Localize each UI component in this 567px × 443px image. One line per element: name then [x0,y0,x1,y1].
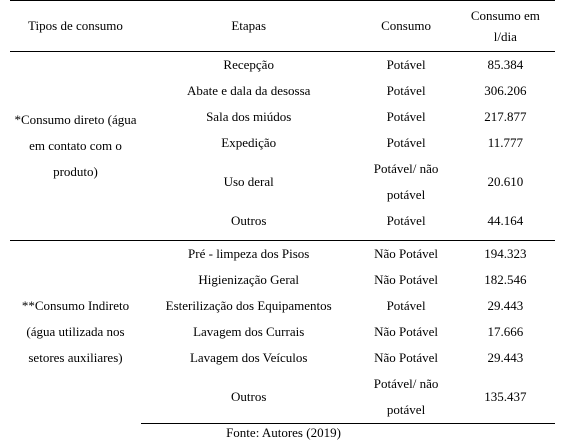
table-row [10,240,555,267]
litros-cell: 44.164 [487,213,524,228]
etapa-cell: Lavagem dos Currais [193,323,305,339]
etapa-cell: Lavagem dos Veículos [189,349,308,365]
litros-cell: 17.666 [487,323,524,339]
consumo-cell: Não Potável [374,271,439,287]
consumo-cell: Potável [386,135,426,150]
litros-cell: 182.546 [484,271,527,287]
etapa-cell: Pré - limpeza dos Pisos [141,240,356,267]
header-consumo-l-dia: Consumo em l/dia [456,1,555,52]
etapa-cell: Recepção [141,52,356,79]
litros-cell: 20.610 [487,174,524,189]
header-consumo: Consumo [356,1,455,52]
consumo-cell: Potável [386,297,426,313]
litros-cell: 306.206 [484,83,527,98]
group-label-direct: *Consumo direto (água em contato com o produto) [10,52,141,241]
etapa-cell: Uso deral [223,174,274,189]
table-row [10,52,555,79]
etapa-cell: Higienização Geral [198,271,300,287]
litros-cell: 85.384 [456,52,555,79]
litros-cell: 11.777 [487,135,523,150]
etapa-cell: Abate e dala da desossa [186,83,311,98]
header-tipos: Tipos de consumo [10,1,141,52]
water-consumption-table [10,0,555,424]
etapa-cell: Outros [141,371,356,424]
etapa-cell: Esterilização dos Equipamentos [165,297,332,313]
consumo-cell: Potável [386,83,426,98]
source-caption: Fonte: Autores (2019) [226,425,341,440]
consumo-cell: Não Potável [374,323,439,339]
etapa-cell: Outros [231,213,267,228]
consumo-cell: Não Potável [356,240,455,267]
consumo-cell: Potável [386,213,426,228]
litros-cell: 194.323 [456,240,555,267]
group-label-indirect: **Consumo Indireto (água utilizada nos setores auxiliares) [10,240,141,423]
consumo-cell: Potável/ não potável [356,371,455,424]
litros-cell: 29.443 [487,297,524,313]
consumo-cell: Potável/ não potável [373,161,439,202]
consumo-cell: Potável [386,109,426,124]
consumo-cell: Não Potável [374,349,439,365]
litros-cell: 135.437 [456,371,555,424]
consumo-cell: Potável [356,52,455,79]
etapa-cell: Sala dos miúdos [206,109,292,124]
header-etapas: Etapas [141,1,356,52]
header-row [10,1,555,52]
litros-cell: 29.443 [487,349,524,365]
litros-cell: 217.877 [484,109,527,124]
etapa-cell: Expedição [221,135,277,150]
